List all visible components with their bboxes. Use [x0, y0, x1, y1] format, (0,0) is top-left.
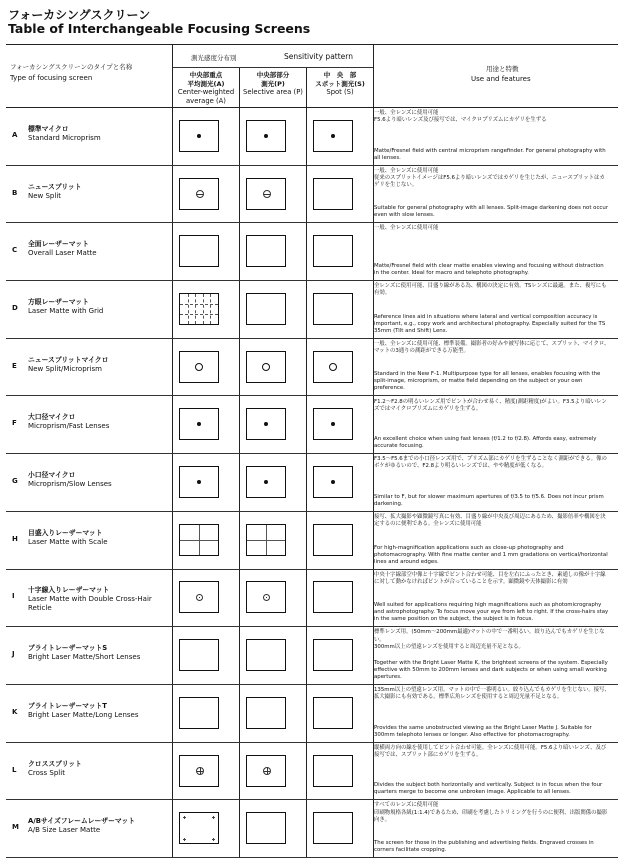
description-jp: 一般、全レンズに使用可能 F5.6より暗いレンズ及び接写では、マイクロプリズムにカゲリを生ずる	[374, 110, 547, 124]
focusing-screen-diagram	[246, 524, 286, 556]
description-jp: 標準レンズ用。(50mm〜200mm最適)マットの中で一番明るい。絞り込んでもカゲリを生じない。 300mm以上の望遠レンズを使用すると周辺光量不足となる。	[374, 629, 605, 650]
screen-name-jp: 標準マイクロ	[28, 124, 69, 133]
table-row	[6, 453, 618, 512]
description-en: Divides the subject both horizontally and vertically. Subject is in focus when the four quarters merge to become one unbroken image. Applicable to all lenses.	[374, 782, 603, 796]
description-jp: 一般、全レンズに使用可能	[374, 225, 439, 232]
grid-line	[210, 294, 211, 324]
screen-name	[28, 471, 168, 489]
screen-name	[28, 298, 168, 316]
description-en: Well suited for applications requiring high magnifications such as photomicrography and astrophotography. To focus move your eye from left to right. If the cross-hairs stay in the same position on the subject, the subject is in focus.	[374, 602, 609, 623]
screen-name	[28, 817, 168, 835]
description-en: Reference lines aid in situations where lateral and vertical composition accuracy is important, e.g., copy work and architectural photography. Especially suited for the TS 35mm (Tilt and Shift) Lens.	[374, 313, 606, 334]
description-jp: 一般、全レンズに使用可能、標準装備。撮影者の好みや被写体に応じて、スプリット、マイクロ、マットの3通りの測距ができる万能型。	[374, 340, 610, 354]
description-en: Similar to F, but for slower maximum apertures of f/3.5 to f/5.6. Does not incur prism darkening.	[374, 493, 604, 507]
screen-name-en: Bright Laser Matte/Short Lenses	[28, 653, 141, 662]
screen-name-en: New Split	[28, 191, 62, 200]
focusing-screen-diagram	[246, 293, 286, 325]
screen-name-en: Bright Laser Matte/Long Lenses	[28, 710, 139, 719]
focusing-screen-diagram	[246, 178, 286, 210]
screen-name	[28, 183, 168, 201]
focusing-screen-diagram	[313, 178, 353, 210]
screen-name	[28, 586, 168, 613]
description-en: For high-magnification applications such as close-up photography and photomacrography. With fine matte center and 1 mm gradations on vertical/horizontal lines and around edges.	[374, 544, 608, 565]
microprism-dot-icon	[331, 480, 335, 484]
col-p-jp2: 測光(P)	[261, 79, 285, 88]
description-en: Provides the same unobstructed viewing as the Bright Laser Matte J. Suitable for 300mm telephoto lenses or longer. Also effective for photomacrography.	[374, 724, 592, 738]
description-en: Together with the Bright Laser Matte K, the brightest screens of the system. Especially effective with 50mm to 200mm lenses and dark subjects or when using small working apertures.	[374, 659, 608, 680]
focusing-screen-diagram	[246, 581, 286, 613]
corner-mark-icon	[183, 816, 186, 819]
focusing-screen-diagram	[179, 812, 219, 844]
screen-name-en: Standard Microprism	[28, 133, 101, 142]
table-row	[6, 107, 618, 166]
row-letter: I	[12, 592, 15, 601]
corner-mark-icon	[212, 816, 215, 819]
screen-name-jp: ブライトレーザーマットS	[28, 644, 108, 653]
microprism-dot-icon	[264, 480, 268, 484]
col-s-en: Spot (S)	[326, 88, 354, 96]
row-letter: M	[12, 823, 19, 832]
screen-name-jp: 方眼レーザーマット	[28, 297, 89, 306]
screen-name	[28, 413, 168, 431]
row-letter: D	[12, 303, 18, 312]
focusing-screen-diagram	[313, 408, 353, 440]
screen-name-jp: 目盛入りレーザーマット	[28, 528, 103, 537]
use-header-en: Use and features	[471, 75, 531, 83]
focusing-screen-diagram	[179, 697, 219, 729]
cross-split-icon	[263, 767, 271, 775]
description-en: An excellent choice when using fast lenses (f/1.2 to f/2.8). Affords easy, extremely accurate focusing.	[374, 436, 597, 450]
grid-line	[180, 314, 218, 315]
col-p-en: Selective area (P)	[243, 88, 303, 96]
focusing-screen-diagram	[179, 755, 219, 787]
table-row	[6, 684, 618, 743]
focusing-screen-diagram	[313, 697, 353, 729]
description-en: Matte/Fresnel field with central microprism rangefinder. For general photography with all lenses.	[374, 147, 606, 161]
row-letter: A	[12, 130, 18, 139]
screen-name-jp: クロススプリット	[28, 759, 82, 768]
microprism-dot-icon	[197, 422, 201, 426]
row-letter: K	[12, 707, 18, 716]
description-en: Suitable for general photography with all lenses. Split-image darkening does not occur even with slow lenses.	[374, 205, 609, 219]
focusing-screen-diagram	[246, 755, 286, 787]
split-microprism-icon	[195, 363, 203, 371]
screen-name-jp: 全面レーザーマット	[28, 240, 89, 249]
description-en: Matte/Fresnel field with clear matte enables viewing and focusing without distraction in the center. Ideal for macro and telephoto photography.	[374, 263, 604, 277]
col-a-en: Center-weighted average (A)	[177, 88, 235, 105]
focusing-screen-diagram	[246, 639, 286, 671]
reticle-icon	[196, 594, 203, 601]
use-header-jp: 用途と特徴	[486, 65, 519, 73]
screen-name	[28, 702, 168, 720]
scale-line	[180, 540, 218, 541]
row-letter: G	[12, 477, 18, 486]
description-jp: 接写、拡大撮影や顕微鏡写真に有効、目盛り線が中央及び周辺にあるため、撮影倍率や構図を決定するのに便利である。全レンズに使用可能	[374, 513, 606, 528]
col-a-header	[172, 71, 240, 105]
screen-name-jp: A/Bサイズフレームレーザーマット	[28, 817, 135, 826]
focusing-screen-diagram	[246, 697, 286, 729]
row-letter: B	[12, 188, 18, 197]
focusing-screen-diagram	[313, 235, 353, 267]
screen-name-jp: ニュースプリット	[28, 182, 82, 191]
focusing-screen-diagram	[313, 755, 353, 787]
col-p-header	[239, 71, 307, 97]
focusing-screen-diagram	[179, 235, 219, 267]
description-en: The screen for those in the publishing and advertising fields. Engraved crosses in corners facilitate cropping.	[374, 840, 594, 854]
description-jp: 中央十字線部空中像と十字線でピント合わせ可能、目を左右にふったとき、素通しの像が十字線に対して動かなければピントが合っていることを示す。顕微鏡や天体撮影に有効	[374, 571, 606, 585]
focusing-screen-diagram	[313, 351, 353, 383]
focusing-screen-diagram	[313, 293, 353, 325]
focusing-screen-diagram	[179, 293, 219, 325]
grid-line	[203, 294, 204, 324]
table-row	[6, 222, 618, 281]
screen-name	[28, 760, 168, 778]
corner-mark-icon	[183, 838, 186, 841]
microprism-dot-icon	[331, 422, 335, 426]
screen-name-en: Cross Split	[28, 768, 65, 777]
screen-name-en: Microprism/Slow Lenses	[28, 480, 112, 489]
microprism-dot-icon	[264, 422, 268, 426]
screen-name-en: A/B Size Laser Matte	[28, 826, 101, 835]
sensitivity-header-en: Sensitivity pattern	[284, 52, 353, 61]
split-microprism-icon	[329, 363, 337, 371]
microprism-dot-icon	[331, 134, 335, 138]
focusing-screen-diagram	[179, 120, 219, 152]
corner-mark-icon	[212, 838, 215, 841]
scale-line	[247, 540, 285, 541]
focusing-screen-diagram	[179, 351, 219, 383]
microprism-dot-icon	[264, 134, 268, 138]
screen-name	[28, 529, 168, 547]
split-image-icon	[196, 190, 204, 198]
description-jp: 一般、全レンズに使用可能 従来のスプリットイメージはF5.6より暗いレンズではカゲリを生じたが、ニュースプリットはカゲリを生じない。	[374, 167, 605, 189]
screen-name	[28, 644, 168, 662]
screen-name-jp: ニュースプリットマイクロ	[28, 355, 109, 364]
table-row	[6, 280, 618, 339]
screen-name	[28, 125, 168, 143]
screen-name-en: Microprism/Fast Lenses	[28, 422, 110, 431]
screen-name-jp: 大口径マイクロ	[28, 413, 76, 422]
table-row	[6, 569, 618, 628]
table-row	[6, 338, 618, 397]
focusing-screen-diagram	[246, 351, 286, 383]
row-letter: L	[12, 765, 17, 774]
focusing-screen-diagram	[246, 466, 286, 498]
microprism-dot-icon	[197, 480, 201, 484]
screen-name	[28, 356, 168, 374]
table-row	[6, 511, 618, 570]
reticle-icon	[263, 594, 270, 601]
description-jp: すべてのレンズに使用可能 印刷物規格各級(1:1.4)であるため、印刷を考慮したトリミングを行うのに便利、出版関係の撮影向き。	[374, 802, 608, 823]
microprism-dot-icon	[197, 134, 201, 138]
type-header-jp: フォーカシングスクリーンのタイプと名称	[10, 63, 133, 71]
title-english: Table of Interchangeable Focusing Screens	[8, 21, 311, 36]
focusing-screen-diagram	[313, 581, 353, 613]
focusing-screen-diagram	[179, 178, 219, 210]
focusing-screen-diagram	[179, 639, 219, 671]
screen-name-en: Overall Laser Matte	[28, 249, 97, 258]
focusing-screen-diagram	[313, 639, 353, 671]
grid-line	[180, 304, 218, 305]
screen-name-jp: 小口径マイクロ	[28, 471, 76, 480]
col-p-jp1: 中央部部分	[256, 71, 290, 79]
focusing-screen-diagram	[313, 120, 353, 152]
row-letter: E	[12, 361, 17, 370]
description-jp: 135mm以上の望遠レンズ用。マットの中で一番明るい。絞り込んでもカゲリを生じない。接写、拡大撮影にも有効である。標準広角レンズを使用すると周辺光量不足となる。	[374, 687, 610, 701]
row-letter: C	[12, 246, 18, 255]
description-en: Standard in the New F-1. Multipurpose type for all lenses, enables focusing with the split-image, microprism, or matte field depending on the subject or your own preference.	[374, 371, 601, 392]
split-image-icon	[263, 190, 271, 198]
col-s-header	[306, 71, 374, 97]
table-row	[6, 626, 618, 685]
type-column-header	[10, 62, 132, 84]
grid-line	[188, 294, 189, 324]
row-letter: H	[12, 534, 18, 543]
screen-name-en: Laser Matte with Grid	[28, 306, 104, 315]
focusing-screen-diagram	[179, 408, 219, 440]
screen-name-jp: ブライトレーザーマットT	[28, 701, 107, 710]
screen-name-jp: 十字線入りレーザーマット	[28, 586, 110, 595]
col-a-jp1: 中央部重点	[189, 71, 223, 79]
focusing-screen-diagram	[313, 524, 353, 556]
focusing-screen-diagram	[246, 120, 286, 152]
col-a-jp2: 平均測光(A)	[187, 79, 225, 88]
screen-name-en: Laser Matte with Double Cross-Hair Reticle	[28, 595, 152, 613]
focusing-screen-diagram	[246, 235, 286, 267]
focusing-screen-diagram	[179, 524, 219, 556]
table-row	[6, 799, 618, 858]
description-jp: F3.5〜F5.6までの小口径レンズ用で、プリズム部にカゲリを生ずることなく測距ができる。像のボケがゆるいので、F2.8より明るいレンズでは、やや精度が低くなる。	[374, 456, 607, 470]
table-row	[6, 742, 618, 801]
sensitivity-header-jp: 測光感度分布別	[191, 54, 237, 62]
table-row	[6, 165, 618, 224]
sensitivity-divider	[172, 67, 374, 68]
focusing-screen-diagram	[179, 466, 219, 498]
screen-name-en: New Split/Microprism	[28, 364, 102, 373]
description-jp: 全レンズに使用可能、目盛り線がある為、構図の決定に有効。TSレンズに最適。また、複写にも有効。	[374, 283, 607, 297]
screen-name-en: Laser Matte with Scale	[28, 537, 108, 546]
type-header-en: Type of focusing screen	[10, 74, 93, 82]
grid-line	[195, 294, 196, 324]
col-s-jp2: スポット測光(S)	[315, 79, 365, 88]
description-jp: 縦横両方向の線を使用してピント合わせ可能。全レンズに使用可能。F5.6より暗いレンズ、及び接写では、スプリット部にカゲリを生ずる。	[374, 744, 607, 758]
col-s-jp1: 中 央 部	[323, 71, 357, 79]
row-letter: J	[12, 650, 15, 659]
table-row	[6, 396, 618, 455]
focusing-screen-diagram	[246, 812, 286, 844]
focusing-screen-diagram	[179, 581, 219, 613]
focusing-screen-diagram	[313, 466, 353, 498]
table-header	[6, 45, 618, 108]
screen-name	[28, 240, 168, 258]
description-jp: F1.2〜F2.8の明るいレンズ用でピントが合わせ易く、精度(測距精度)がよい。F3.5より暗いレンズではマイクロプリズムにカゲリを生ずる。	[374, 398, 607, 412]
cross-split-icon	[196, 767, 204, 775]
focusing-screen-diagram	[246, 408, 286, 440]
row-letter: F	[12, 419, 17, 428]
title-japanese: フォーカシングスクリーン	[8, 8, 151, 22]
focusing-screen-diagram	[313, 812, 353, 844]
split-microprism-icon	[262, 363, 270, 371]
